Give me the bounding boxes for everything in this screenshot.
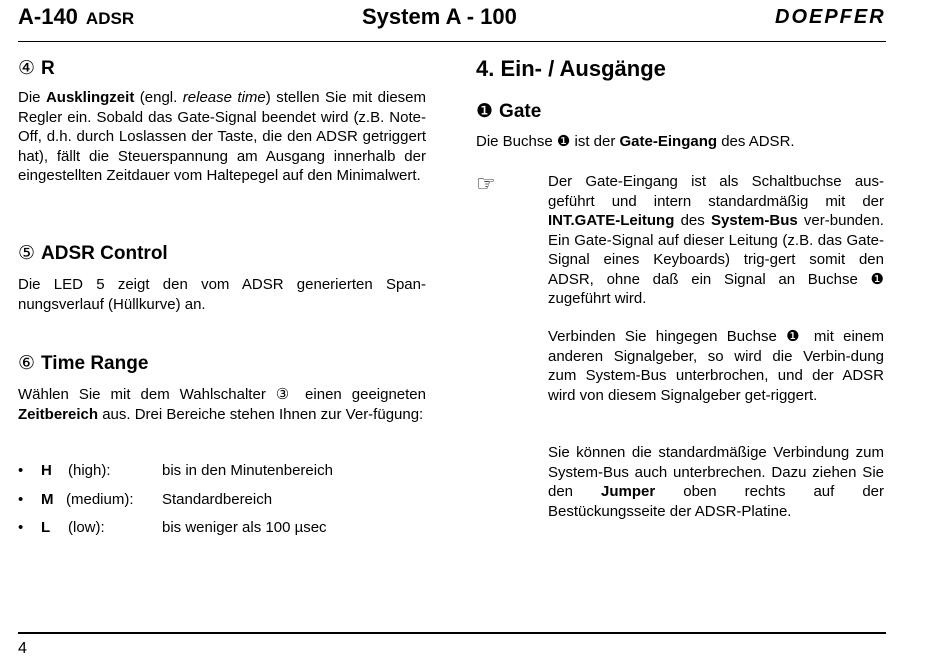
range-value: Standardbereich (162, 491, 273, 508)
jack-icon: ❶ (870, 270, 884, 288)
range-label: (low): (68, 519, 105, 536)
range-value: bis weniger als 100 µsec (162, 519, 327, 536)
pointing-hand-icon: ☞ (476, 171, 496, 196)
section-title: Gate (499, 101, 542, 122)
gate-text: Die Buchse ❶ ist der Gate-Eingang des ADSR. (476, 133, 795, 150)
footer-rule (18, 632, 886, 634)
section-time-range-heading (18, 352, 148, 375)
range-key: H (41, 462, 52, 479)
bullet: • (18, 519, 24, 536)
page-number: 4 (18, 640, 27, 657)
section-r-text: Die Ausklingzeit (engl. release time) stellen Sie mit diesem Regler ein. Sobald das Gate-Signal beendet wird (z.B. Note-Off, d.h. durch Loslassen der Taste, die den ADSR getriggert hat), fällt die Steuerspannung am Ausgang innerhalb der eingestellten Zeitdauer vom Haltepegel auf den Minimalwert. (18, 89, 426, 184)
range-value: bis in den Minutenbereich (162, 462, 333, 479)
section-title: R (41, 58, 55, 79)
note-paragraph-3: Sie können die standardmäßige Verbindung zum System-Bus auch unterbrechen. Dazu ziehen Sie den Jumper oben rechts auf der Bestückungsseite der ADSR-Platine. (548, 444, 885, 520)
brand-logo: DOEPFER (775, 6, 886, 28)
system-title: System A - 100 (362, 4, 517, 29)
range-label: (medium): (66, 491, 134, 508)
section-adsr-control-heading (18, 242, 168, 265)
range-key: L (41, 519, 51, 536)
jack-icon: ❶ (786, 328, 805, 345)
module-name: ADSR (85, 9, 135, 28)
module-number: A-140 (18, 4, 78, 29)
section-number: ⑤ (18, 243, 36, 264)
section-adsr-control-text: Die LED 5 zeigt den vom ADSR generierten Span-nungsverlauf (Hüllkurve) an. (18, 276, 426, 313)
section-gate-heading (476, 100, 541, 123)
section-time-range-text: Wählen Sie mit dem Wahlschalter ③ einen geeigneten Zeitbereich aus. Drei Bereiche stehen Ihnen zur Ver-fügung: (18, 386, 426, 423)
section-number: ④ (18, 58, 36, 79)
header-rule (18, 41, 886, 42)
note-paragraph-2: Verbinden Sie hingegen Buchse ❶ mit einem anderen Signalgeber, so wird die Verbin-dung zum System-Bus unterbrochen, und der ADSR wird von diesem Signalgeber get-riggert. (548, 328, 884, 404)
note-paragraph-1: Der Gate-Eingang ist als Schaltbuchse aus-geführt und intern standardmäßig mit der INT.GATE-Leitung des System-Bus ver-bunden. Ein Gate-Signal auf dieser Leitung (z.B. das Gate-Signal eines Keyboards) trig-gert somit den ADSR, ohne daß ein Signal an Buchse ❶ zugeführt wird. (548, 173, 884, 307)
jack-icon: ❶ (476, 101, 494, 122)
bullet: • (18, 462, 24, 479)
section-number: ⑥ (18, 353, 36, 374)
section-title: Time Range (41, 353, 149, 374)
jack-icon: ❶ (556, 133, 571, 150)
module-title (18, 4, 134, 30)
io-heading: 4. Ein- / Ausgänge (476, 56, 666, 81)
section-r-heading (18, 57, 55, 80)
bullet: • (18, 491, 24, 508)
range-key: M (41, 491, 54, 508)
range-label: (high): (68, 462, 111, 479)
section-title: ADSR Control (41, 243, 168, 264)
